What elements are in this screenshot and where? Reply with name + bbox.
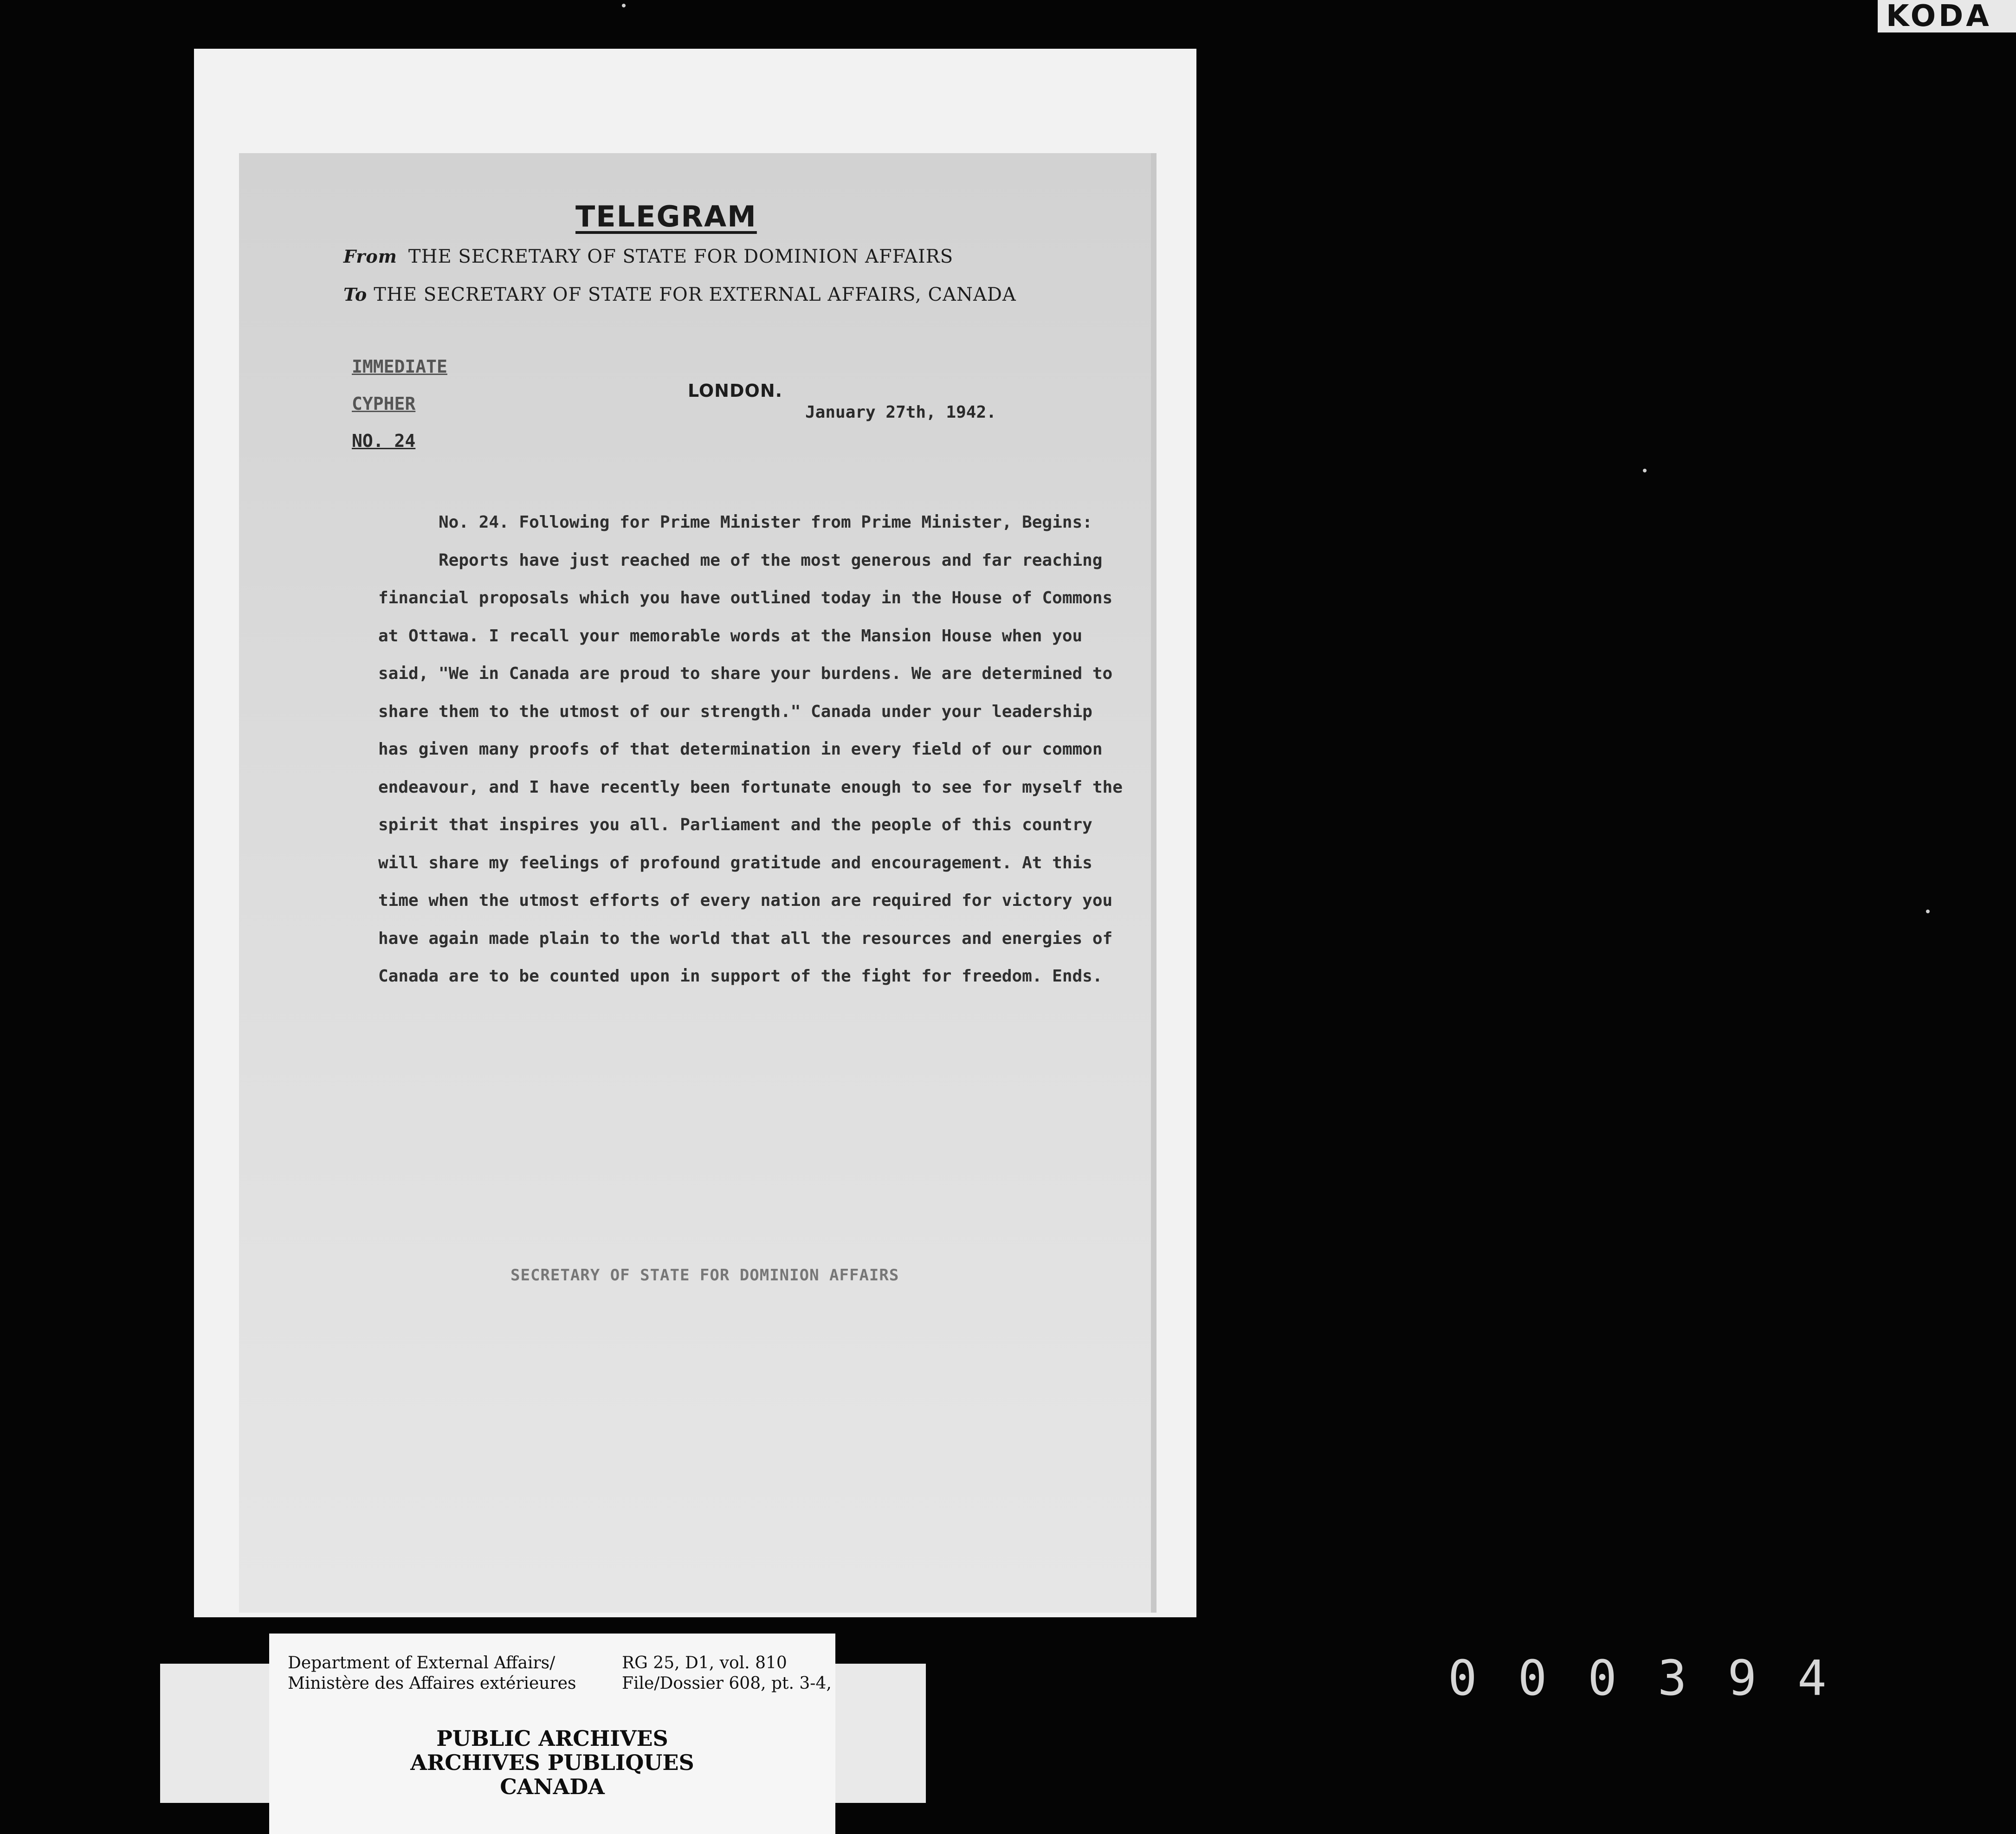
from-line [343,246,953,267]
priority-tag: IMMEDIATE [352,356,447,377]
film-speck [1926,910,1930,913]
file-references [622,1653,832,1694]
body-paragraph-2: Reports have just reached me of the most generous and far reaching financial proposals which you have outlined today in the House of Commons at Ottawa. I recall your memorable words at the Mansion House when you said, "We in Canada are proud to share your burdens. We are determined to share them to the utmost of our strength." Canada under your leadership has given many proofs of that determination in every field of our common endeavour, and I have recently been fortunate enough to see for myself the spirit that inspires you all. Parliament and the people of this country will share my feelings of profound gratitude and encouragement. At this time when the utmost efforts of every nation are required for victory you have again made plain to the world that all the resources and energies of Canada are to be counted upon in support of the fight for freedom. Ends. [378,550,1123,986]
telegram-date: January 27th, 1942. [805,403,996,422]
archive-stamp-line-1: PUBLIC ARCHIVES [436,1726,668,1751]
department-en: Department of External Affairs/ [288,1653,556,1673]
archive-stamp-line-3: CANADA [500,1774,605,1799]
from-label: From [343,246,397,267]
archive-reference-card [269,1634,835,1713]
body-paragraph-1: No. 24. Following for Prime Minister from Prime Minister, Begins: [439,513,1092,532]
to-text: THE SECRETARY OF STATE FOR EXTERNAL AFFAIRS, CANADA [374,284,1016,305]
archive-stamp-line-2: ARCHIVES PUBLIQUES [410,1750,694,1775]
to-label: To [343,284,368,305]
film-speck [1643,469,1647,472]
telegram-title: TELEGRAM [575,200,757,233]
signature-line: SECRETARY OF STATE FOR DOMINION AFFAIRS [510,1266,899,1285]
to-line [343,284,1016,305]
department-fr: Ministère des Affaires extérieures [288,1674,576,1693]
number-tag: NO. 24 [352,431,416,451]
department-names [288,1653,576,1694]
record-group: RG 25, D1, vol. 810 [622,1653,787,1673]
frame-counter: 000394 [1448,1650,1867,1706]
cypher-tag: CYPHER [352,394,416,414]
archive-stamp [269,1726,835,1799]
film-speck [622,4,626,7]
file-dossier: File/Dossier 608, pt. 3-4, [622,1674,832,1693]
telegram-body [378,504,1130,995]
film-edge-marking: KODA [1878,0,2016,32]
place-of-origin: LONDON. [688,381,783,401]
from-text: THE SECRETARY OF STATE FOR DOMINION AFFAIRS [408,246,954,267]
